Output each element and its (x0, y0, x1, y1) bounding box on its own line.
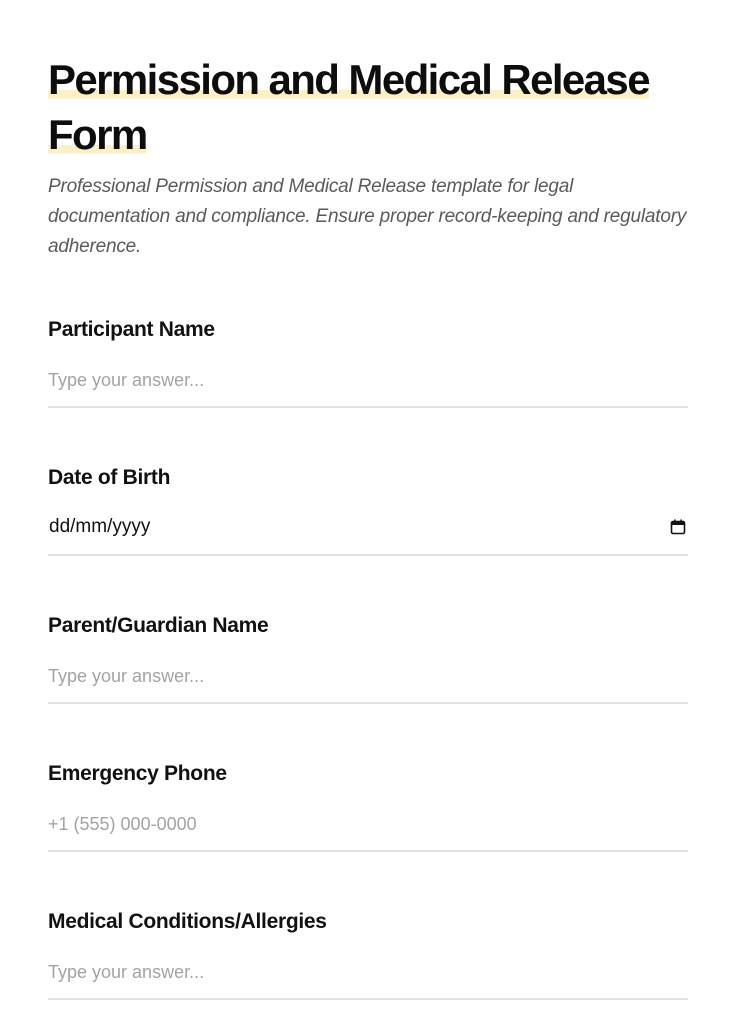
date-of-birth-placeholder: dd/mm/yyyy (49, 516, 151, 537)
calendar-icon[interactable] (670, 519, 686, 535)
emergency-phone-label: Emergency Phone (48, 762, 227, 785)
parent-guardian-name-label: Parent/Guardian Name (48, 614, 269, 637)
form-title (48, 52, 688, 162)
emergency-phone-input[interactable] (48, 810, 688, 852)
participant-name-field (48, 316, 688, 408)
parent-guardian-name-field (48, 612, 688, 704)
medical-conditions-input[interactable] (48, 958, 688, 1000)
date-of-birth-input[interactable] (48, 514, 688, 556)
parent-guardian-name-input[interactable] (48, 662, 688, 704)
medical-conditions-label: Medical Conditions/Allergies (48, 910, 327, 933)
emergency-phone-field (48, 760, 688, 852)
medical-conditions-field (48, 908, 688, 1000)
date-of-birth-field (48, 464, 688, 556)
participant-name-label: Participant Name (48, 318, 215, 341)
participant-name-input[interactable] (48, 366, 688, 408)
form-description: Professional Permission and Medical Release template for legal documentation and compliance. Ensure proper record-keeping and regulatory adherence. (48, 176, 687, 257)
date-of-birth-label: Date of Birth (48, 466, 171, 489)
form-title-text: Permission and Medical Release Form (48, 56, 649, 158)
